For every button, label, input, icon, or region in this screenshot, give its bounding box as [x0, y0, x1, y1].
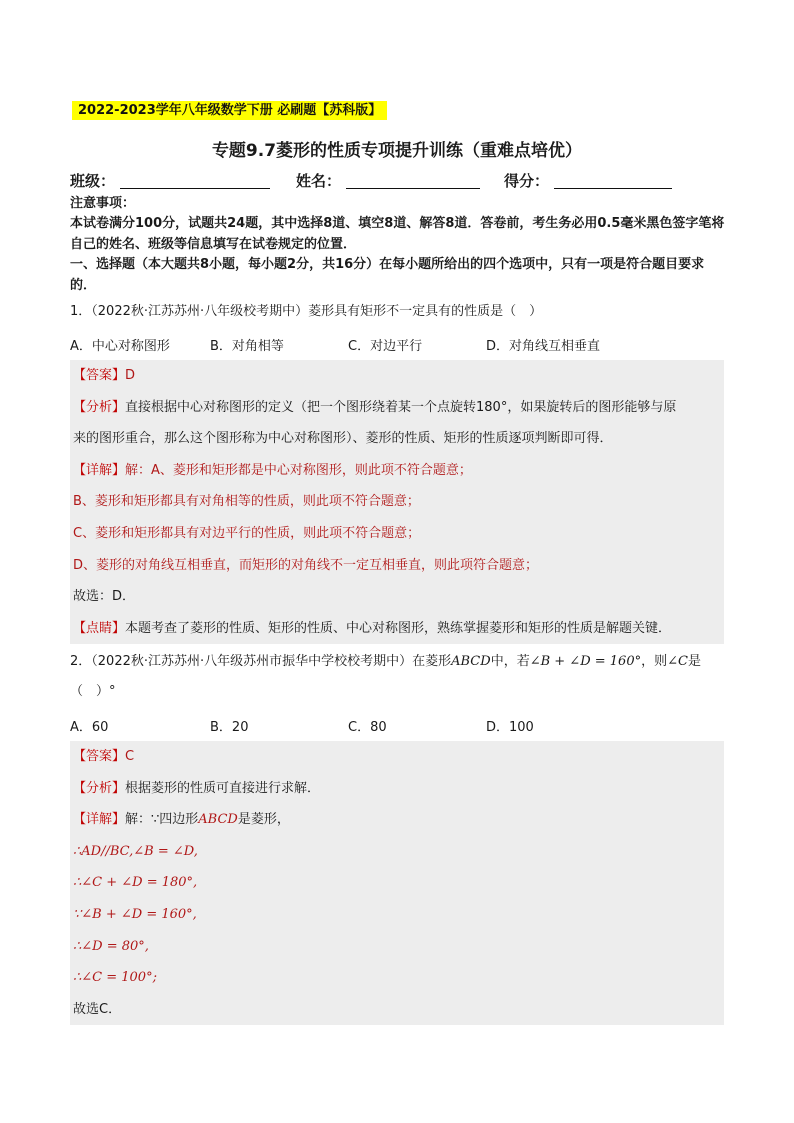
question-2-options	[70, 716, 726, 736]
analysis-row: 【分析】根据菱形的性质可直接进行求解．	[73, 780, 321, 796]
detail-row: 【详解】解：A、菱形和矩形都是中心对称图形，则此项不符合题意；	[73, 462, 472, 478]
series-banner: 2022-2023学年八年级数学下册 必刷题【苏科版】	[72, 101, 387, 120]
choice-row: 故选C．	[73, 1001, 122, 1017]
student-info-line	[70, 168, 730, 192]
score-field[interactable]	[554, 188, 672, 189]
class-field[interactable]	[120, 188, 270, 189]
detail-row-d: D、菱形的对角线互相垂直，而矩形的对角线不一定互相垂直，则此项符合题意；	[73, 557, 539, 573]
option-a[interactable]: A．中心对称图形	[70, 339, 170, 354]
step-row: ∴AD//BC,∠B = ∠D,	[73, 843, 198, 859]
option-d[interactable]: D．100	[486, 720, 534, 735]
option-c[interactable]: C．80	[348, 720, 387, 735]
detail-row: 【详解】解：∵四边形ABCD是菱形，	[73, 812, 290, 828]
question-2-solution	[70, 741, 724, 1025]
step-row: ∵∠B + ∠D = 160°,	[73, 906, 197, 922]
score-label: 得分：	[504, 172, 550, 190]
page-title: 专题9.7菱形的性质专项提升训练（重难点培优）	[211, 141, 583, 161]
question-1-options	[70, 335, 726, 355]
section-heading: 一、选择题（本大题共8小题，每小题2分，共16分）在每小题所给出的四个选项中，只有一项是符合题目要求的．	[70, 257, 705, 293]
name-field[interactable]	[346, 188, 480, 189]
analysis-row-cont: 来的图形重合，那么这个图形称为中心对称图形）、菱形的性质、矩形的性质逐项判断即可得．	[73, 431, 613, 447]
answer-row: 【答案】C	[73, 749, 135, 764]
detail-row-c: C、菱形和矩形都具有对边平行的性质，则此项不符合题意；	[73, 525, 421, 541]
step-row: ∴∠C + ∠D = 180°,	[73, 875, 198, 891]
analysis-row: 【分析】直接根据中心对称图形的定义（把一个图形绕着某一个点旋转180°，如果旋转后的图形能够与原	[73, 399, 677, 415]
question-2-stem: 2．（2022秋·江苏苏州·八年级苏州市振华中学校校考期中）在菱形ABCD中，若∠B + ∠D = 160°，则∠C是	[70, 654, 701, 669]
choice-row: 故选：D．	[73, 589, 136, 605]
answer-row: 【答案】D	[73, 368, 136, 383]
step-row: ∴∠C = 100°;	[73, 970, 157, 986]
option-b[interactable]: B．对角相等	[210, 339, 284, 354]
option-d[interactable]: D．对角线互相垂直	[486, 339, 601, 354]
option-a[interactable]: A．60	[70, 720, 109, 735]
question-1-stem: 1．（2022秋·江苏苏州·八年级校考期中）菱形具有矩形不一定具有的性质是（ ）	[70, 304, 543, 319]
detail-row-b: B、菱形和矩形都具有对角相等的性质，则此项不符合题意；	[73, 494, 420, 510]
class-label: 班级：	[70, 172, 116, 190]
question-1-solution	[70, 360, 724, 644]
name-label: 姓名：	[296, 172, 342, 190]
option-b[interactable]: B．20	[210, 720, 249, 735]
notes-text: 本试卷满分100分，试题共24题，其中选择8道、填空8道、解答8道．答卷前，考生务必用0.5毫米黑色签字笔将自己的姓名、班级等信息填写在试卷规定的位置．	[70, 216, 725, 252]
option-c[interactable]: C．对边平行	[348, 339, 423, 354]
notes-heading: 注意事项：	[70, 196, 136, 211]
comment-row: 【点睛】本题考查了菱形的性质、矩形的性质、中心对称图形，熟练掌握菱形和矩形的性质是解题关键．	[73, 620, 672, 636]
question-2-stem-line2: （ ）°	[70, 684, 116, 699]
step-row: ∴∠D = 80°,	[73, 938, 149, 954]
